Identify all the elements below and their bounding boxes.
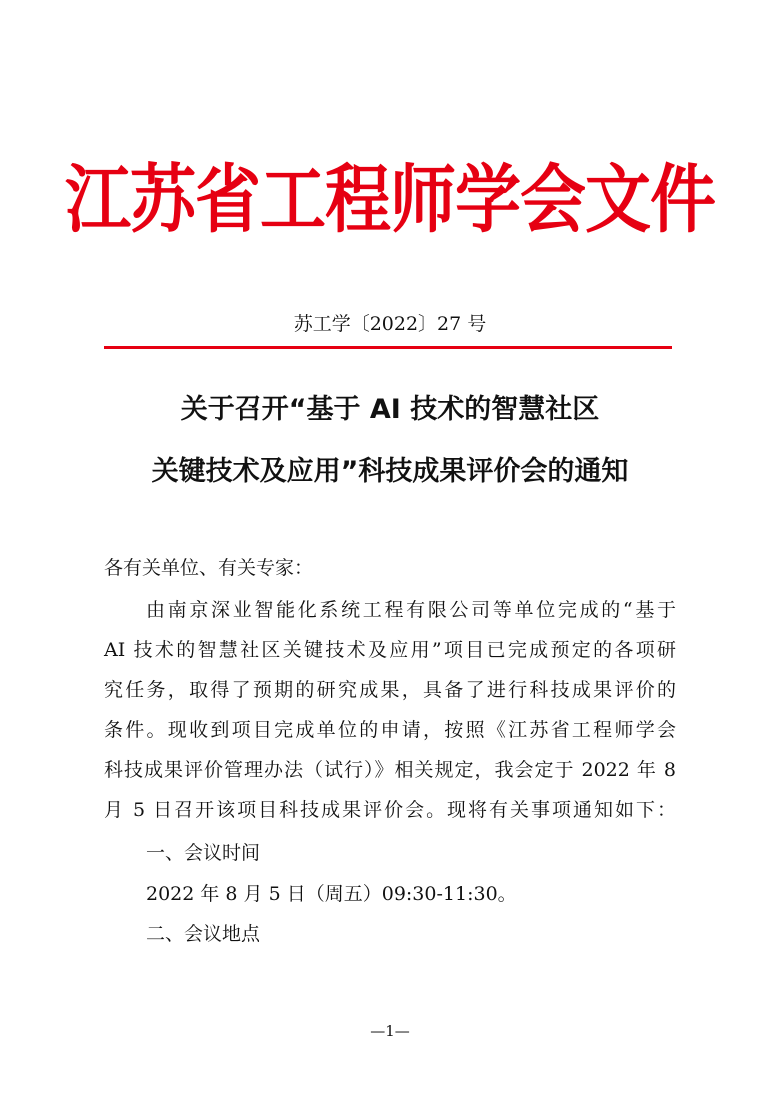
section-heading-time: 一、会议时间 bbox=[146, 842, 261, 864]
paragraph-line: 科技成果评价管理办法（试行）》相关规定，我会定于 2022 年 8 bbox=[104, 759, 676, 781]
paragraph-line: 由南京深业智能化系统工程有限公司等单位完成的“基于 bbox=[146, 599, 676, 621]
document-number: 苏工学〔2022〕27 号 bbox=[293, 313, 487, 335]
section-heading-location: 二、会议地点 bbox=[146, 923, 261, 945]
paragraph-line: 条件。现收到项目完成单位的申请，按照《江苏省工程师学会 bbox=[104, 719, 676, 741]
meeting-time-value: 2022 年 8 月 5 日（周五）09:30-11:30。 bbox=[146, 883, 517, 905]
red-divider-line bbox=[104, 346, 672, 349]
salutation: 各有关单位、有关专家： bbox=[104, 557, 314, 579]
notice-title-line-2: 关键技术及应用”科技成果评价会的通知 bbox=[151, 456, 629, 487]
page-number: —1— bbox=[370, 1022, 410, 1040]
notice-title-line-1: 关于召开“基于 AI 技术的智慧社区 bbox=[180, 394, 600, 425]
paragraph-line: AI 技术的智慧社区关键技术及应用”项目已完成预定的各项研 bbox=[104, 639, 676, 661]
paragraph-line: 究任务，取得了预期的研究成果，具备了进行科技成果评价的 bbox=[104, 679, 676, 701]
masthead-title: 江苏省工程师学会文件 bbox=[65, 156, 715, 243]
paragraph-line: 月 5 日召开该项目科技成果评价会。现将有关事项通知如下： bbox=[104, 799, 676, 821]
